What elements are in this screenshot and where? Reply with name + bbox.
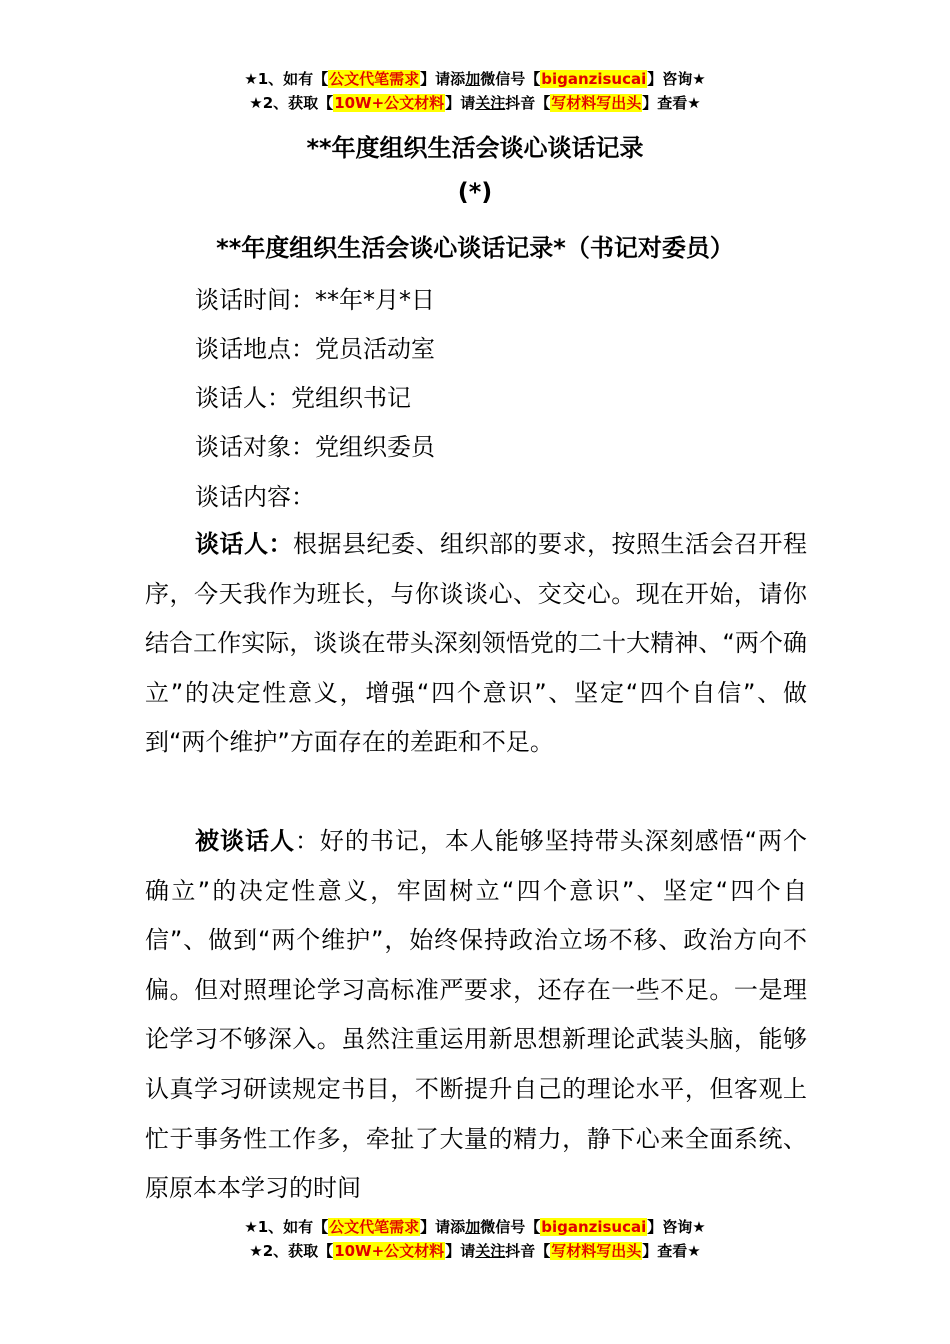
banner-highlight: 10W+公文材料: [334, 94, 445, 112]
banner-highlight: 10W+公文材料: [334, 1242, 445, 1260]
document-subtitle: (*): [457, 178, 493, 206]
banner-text: 】请添加微信号【: [420, 1218, 541, 1236]
banner-highlight: 公文代笔需求: [329, 70, 420, 88]
footer-banner: [0, 1215, 950, 1263]
banner-text: ★2、获取【: [249, 94, 334, 112]
banner-text: 】请关注抖音【: [445, 94, 551, 112]
talk-speaker: 谈话人：党组织书记: [195, 384, 411, 412]
document-title: **年度组织生活会谈心谈话记录: [306, 134, 644, 162]
paragraph-text: 根据县纪委、组织部的要求，按照生活会召开程序，今天我作为班长，与你谈谈心、交交心。现在开始，请你结合工作实际，谈谈在带头深刻领悟党的二十大精神、“两个确立”的决定性意义，增强“四个意识”、坚定“四个自信”、做到“两个维护”方面存在的差距和不足。: [145, 530, 807, 757]
banner-line-2: [0, 91, 950, 115]
banner-text: 】咨询★: [647, 1218, 706, 1236]
record-title: **年度组织生活会谈心谈话记录*（书记对委员）: [216, 234, 734, 262]
talk-place: 谈话地点：党员活动室: [195, 335, 435, 363]
banner-text: 】请添加微信号【: [420, 70, 541, 88]
banner-text: ★1、如有【: [244, 1218, 329, 1236]
banner-line-2: [0, 1239, 950, 1263]
talk-target: 谈话对象：党组织委员: [195, 433, 435, 461]
dialogue-paragraph: [145, 520, 807, 768]
banner-line-1: [0, 67, 950, 91]
banner-text: 】查看★: [642, 94, 701, 112]
banner-highlight: 公文代笔需求: [329, 1218, 420, 1236]
speaker-label: 被谈话人: [195, 827, 295, 855]
banner-highlight: 写材料写出头: [551, 94, 642, 112]
banner-text: 】查看★: [642, 1242, 701, 1260]
speaker-label: 谈话人：: [195, 530, 293, 558]
banner-text: ★1、如有【: [244, 70, 329, 88]
talk-content-label: 谈话内容：: [195, 483, 315, 511]
header-banner: [0, 67, 950, 115]
banner-text: ★2、获取【: [249, 1242, 334, 1260]
banner-highlight: 写材料写出头: [551, 1242, 642, 1260]
banner-highlight: biganzisucai: [541, 70, 647, 88]
dialogue-paragraph: [145, 817, 807, 1214]
banner-text: 】咨询★: [647, 70, 706, 88]
banner-text: 】请关注抖音【: [445, 1242, 551, 1260]
banner-highlight: biganzisucai: [541, 1218, 647, 1236]
paragraph-text: ：好的书记，本人能够坚持带头深刻感悟“两个确立”的决定性意义，牢固树立“四个意识”、坚定“四个自信”、做到“两个维护”，始终保持政治立场不移、政治方向不偏。但对照理论学习高标准严要求，还存在一些不足。一是理论学习不够深入。虽然注重运用新思想新理论武装头脑，能够认真学习研读规定书目，不断提升自己的理论水平，但客观上忙于事务性工作多，牵扯了大量的精力，静下心来全面系统、原原本本学习的时间: [145, 827, 808, 1203]
banner-line-1: [0, 1215, 950, 1239]
talk-time: 谈话时间：**年*月*日: [195, 286, 435, 314]
